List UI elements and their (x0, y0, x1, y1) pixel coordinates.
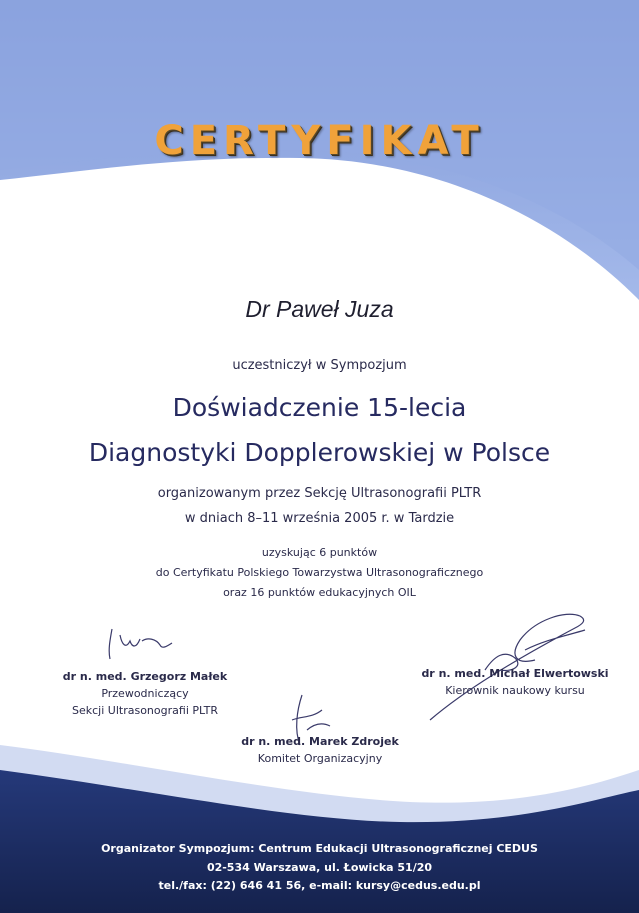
signatory-right-role: Kierownik naukowy kursu (445, 684, 585, 697)
signatory-middle-name: dr n. med. Marek Zdrojek (241, 735, 399, 748)
participation-text: uczestniczył w Sympozjum (232, 358, 407, 373)
symposium-title-line2: Diagnostyki Dopplerowskiej w Polsce (88, 438, 551, 467)
points-text-line2: do Certyfikatu Polskiego Towarzystwa Ultrasonograficznego (155, 566, 484, 579)
signatory-middle-role: Komitet Organizacyjny (257, 752, 383, 765)
signatory-middle (170, 735, 470, 765)
points-text-line1: uzyskując 6 punktów (261, 546, 378, 559)
signatory-left (20, 670, 270, 717)
footer-contact: tel./fax: (22) 646 41 56, e-mail: kursy@cedus.edu.pl (158, 879, 481, 892)
signatory-left-role-line1: Przewodniczący (101, 687, 189, 700)
signature-left (100, 625, 180, 665)
footer-organizer: Organizator Sympozjum: Centrum Edukacji Ultrasonograficznej CEDUS (101, 842, 538, 855)
recipient-name: Dr Paweł Juza (245, 296, 394, 322)
points-text-line3: oraz 16 punktów edukacyjnych OIL (223, 586, 416, 599)
signatory-right (395, 667, 635, 697)
signatory-right-name: dr n. med. Michał Elwertowski (421, 667, 609, 680)
organizer-text: organizowanym przez Sekcję Ultrasonografii PLTR (157, 486, 482, 501)
dates-text: w dniach 8–11 września 2005 r. w Tardzie (184, 511, 455, 526)
symposium-title-line1: Doświadczenie 15-lecia (172, 393, 467, 422)
certificate-title: CERTYFIKAT (154, 118, 485, 164)
signatory-left-role-line2: Sekcji Ultrasonografii PLTR (72, 704, 218, 717)
footer-address: 02-534 Warszawa, ul. Łowicka 51/20 (206, 861, 433, 874)
signatory-left-name: dr n. med. Grzegorz Małek (62, 670, 228, 683)
